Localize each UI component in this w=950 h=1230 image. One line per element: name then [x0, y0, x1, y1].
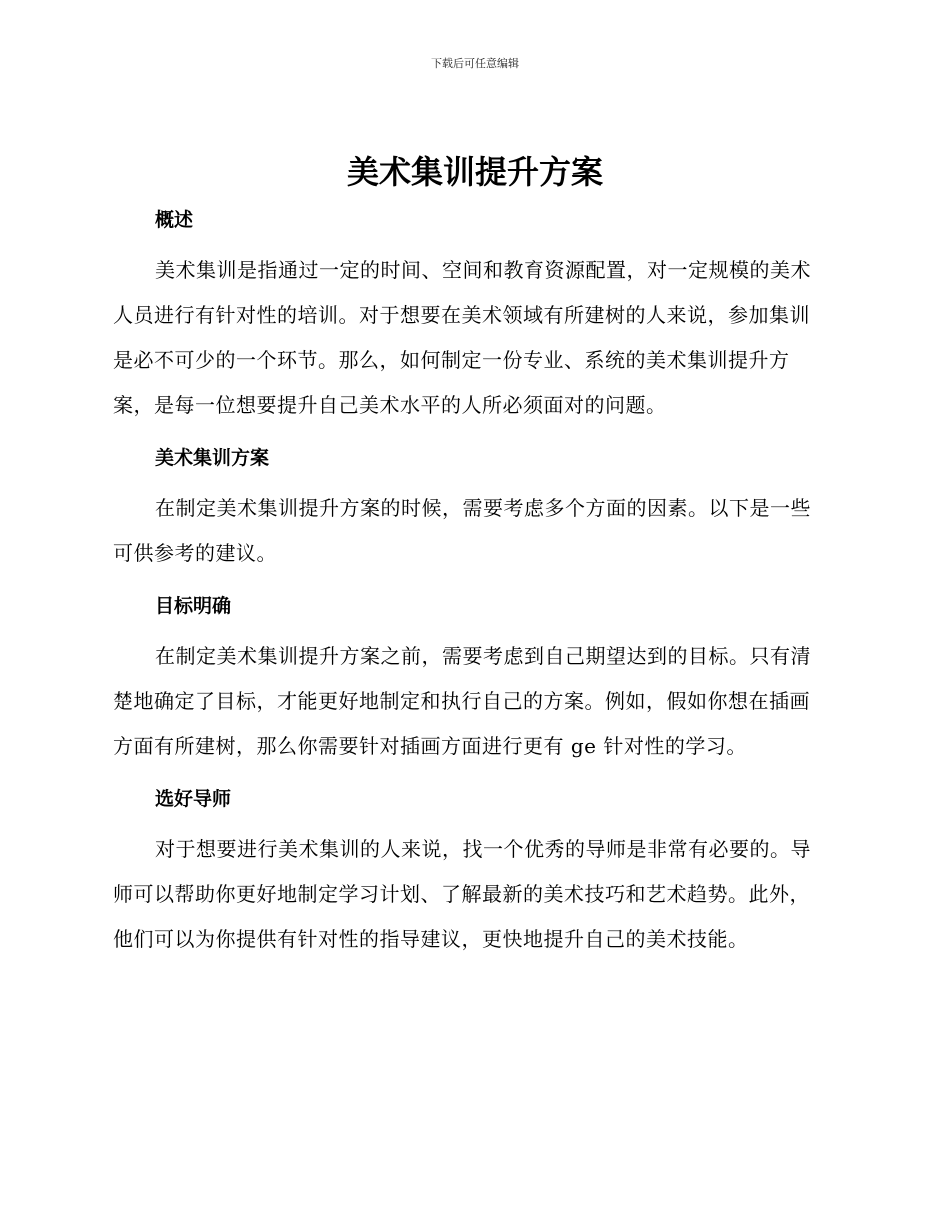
section-paragraph: 美术集训是指通过一定的时间、空间和教育资源配置，对一定规模的美术人员进行有针对性的培训。对于想要在美术领域有所建树的人来说，参加集训是必不可少的一个环节。那么，如何制定一份专业、系统的美术集训提升方案，是每一位想要提升自己美术水平的人所必须面对的问题。 — [113, 258, 811, 417]
section-training-plan — [113, 438, 829, 576]
section-paragraph: 对于想要进行美术集训的人来说，找一个优秀的导师是非常有必要的。导师可以帮助你更好地制定学习计划、了解最新的美术技巧和艺术趋势。此外，他们可以为你提供有针对性的指导建议，更快地提升自己的美术技能。 — [113, 837, 811, 951]
section-paragraph: 在制定美术集训提升方案之前，需要考虑到自己期望达到的目标。只有清楚地确定了目标，才能更好地制定和执行自己的方案。例如，假如你想在插画方面有所建树，那么你需要针对插画方面进行更有 ge 针对性的学习。 — [113, 644, 811, 758]
document-body — [113, 200, 829, 972]
section-heading: 美术集训方案 — [155, 447, 270, 469]
section-choose-mentor — [113, 779, 829, 962]
section-paragraph: 在制定美术集训提升方案的时候，需要考虑多个方面的因素。以下是一些可供参考的建议。 — [113, 496, 811, 565]
document-title: 美术集训提升方案 — [346, 153, 603, 191]
page-header-note: 下载后可任意编辑 — [431, 57, 519, 70]
section-heading: 目标明确 — [155, 595, 232, 617]
section-clear-goals — [113, 586, 829, 769]
section-overview — [113, 200, 829, 428]
section-heading: 概述 — [155, 209, 194, 231]
section-heading: 选好导师 — [155, 788, 232, 810]
